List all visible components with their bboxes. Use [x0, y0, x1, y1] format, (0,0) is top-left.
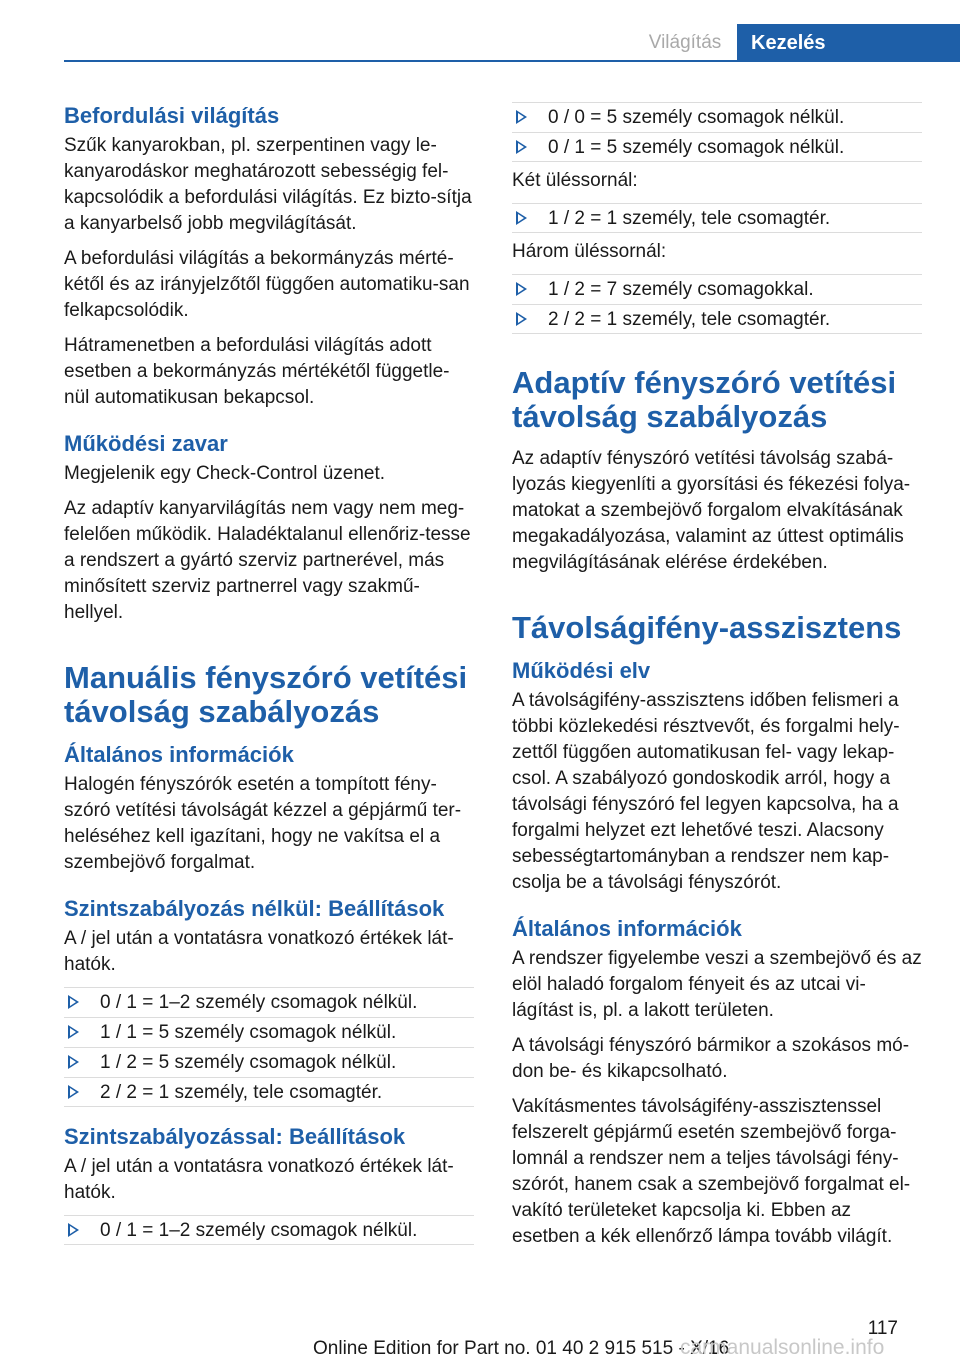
heading-adaptive-headlight-range: Adaptív fényszóró vetítési távolság szabályozás — [512, 365, 897, 434]
footer-edition: Online Edition for Part no. 01 40 2 915 515 - X/16 — [313, 1338, 730, 1359]
list-item: 0 / 1 = 1–2 személy csomagok nélkül. — [64, 1215, 474, 1245]
paragraph: Megjelenik egy Check-Control üzenet. — [64, 463, 386, 484]
settings-list-three-rows — [512, 274, 922, 334]
triangle-bullet-icon — [516, 140, 527, 154]
triangle-bullet-icon — [516, 211, 527, 225]
triangle-bullet-icon — [68, 1025, 79, 1039]
watermark: carmanualsonline.info — [680, 1336, 885, 1359]
list-item: 1 / 2 = 7 személy csomagokkal. — [512, 274, 922, 304]
heading-turn-light: Befordulási világítás — [64, 103, 280, 128]
triangle-bullet-icon — [68, 995, 79, 1009]
left-column — [64, 102, 474, 1251]
heading-operating-principle: Működési elv — [512, 658, 651, 683]
list-item: 1 / 2 = 5 személy csomagok nélkül. — [64, 1047, 474, 1077]
triangle-bullet-icon — [516, 110, 527, 124]
paragraph: A távolságifény-asszisztens időben felismeri a többi közlekedési résztvevőt, és forgalmi hely-zettől függően automatikusan fel- vagy lekap-csol. A szabályozó gondoskodik arról, hogy a távolsági fényszóró fel legyen kapcsolva, ha a forgalmi helyzet ezt lehetővé teszi. Alacsony sebességtartományban a rendszer nem kap-csolja be a távolsági fényszórót. — [512, 690, 900, 893]
right-column — [512, 102, 922, 1259]
paragraph: Az adaptív kanyarvilágítás nem vagy nem meg-felelően működik. Haladéktalanul ellenőriz-tesse a rendszert a gyártó szerviz partnerével, más minősített szerviz partnerrel vagy szakmű-hellyel. — [64, 498, 471, 623]
paragraph: Hátramenetben a befordulási világítás adott esetben a bekormányzás mértékétől függetle-nül automatikusan bekapcsol. — [64, 335, 450, 408]
triangle-bullet-icon — [516, 282, 527, 296]
paragraph: A távolsági fényszóró bármikor a szokásos mó-don be- és kikapcsolható. — [512, 1035, 910, 1082]
list-item: 2 / 2 = 1 személy, tele csomagtér. — [512, 304, 922, 334]
paragraph: Az adaptív fényszóró vetítési távolság szabá-lyozás kiegyenlíti a gyorsítási és fékezési folya-matokat a szembejövő forgalom elvakításának megakadályozása, valamint az úttest optimális megvilágításának elérése érdekében. — [512, 448, 911, 573]
paragraph: Vakításmentes távolságifény-asszisztenssel felszerelt gépjármű esetén szembejövő forga-lomnál a rendszer nem a teljes távolsági fény-szórót, hanem csak a szembejövő forgalmat el-vakító területeket kapcsolja ki. Ebben az esetben a kék ellenőrző lámpa tovább világít. — [512, 1096, 911, 1247]
triangle-bullet-icon — [68, 1055, 79, 1069]
paragraph: Halogén fényszórók esetén a tompított fény-szóró vetítési távolságát kézzel a gépjármű ter-heléséhez kell igazítani, hogy ne vakítsa el a szembejövő forgalmat. — [64, 774, 462, 873]
heading-malfunction: Működési zavar — [64, 431, 228, 456]
heading-high-beam-assistant: Távolságifény-asszisztens — [512, 610, 902, 645]
triangle-bullet-icon — [68, 1085, 79, 1099]
list-item: 0 / 0 = 5 személy csomagok nélkül. — [512, 102, 922, 132]
list-item: 1 / 1 = 5 személy csomagok nélkül. — [64, 1017, 474, 1047]
paragraph: A / jel után a vontatásra vonatkozó értékek lát-hatók. — [64, 928, 454, 975]
list-item: 1 / 2 = 1 személy, tele csomagtér. — [512, 203, 922, 233]
list-item: 2 / 2 = 1 személy, tele csomagtér. — [64, 1077, 474, 1107]
heading-without-leveling: Szintszabályozás nélkül: Beállítások — [64, 896, 445, 921]
paragraph: A befordulási világítás a bekormányzás mérté-kétől és az irányjelzőtől függően automatiku-san felkapcsolódik. — [64, 248, 470, 321]
paragraph: Szűk kanyarokban, pl. szerpentinen vagy le-kanyarodáskor meghatározott sebességig fel-kapcsolódik a befordulási világítás. Ez bizto-sítja a kanyarbelső jobb megvilágítását. — [64, 135, 472, 234]
header-chapter-tab: Kezelés — [737, 24, 960, 62]
list-item: 0 / 1 = 1–2 személy csomagok nélkül. — [64, 987, 474, 1017]
settings-list-with-leveling — [64, 1215, 474, 1245]
heading-general-info: Általános információk — [64, 742, 294, 767]
paragraph: A / jel után a vontatásra vonatkozó értékek lát-hatók. — [64, 1156, 454, 1203]
page-number: 117 — [867, 1318, 898, 1339]
paragraph: A rendszer figyelembe veszi a szembejövő és az elöl haladó forgalom fényeit és az utcai vi-lágítást is, pl. a lakott területen. — [512, 948, 922, 1021]
heading-with-leveling: Szintszabályozással: Beállítások — [64, 1124, 406, 1149]
settings-list-two-rows — [512, 203, 922, 233]
triangle-bullet-icon — [68, 1223, 79, 1237]
settings-list-continued — [512, 102, 922, 162]
settings-list-no-leveling — [64, 987, 474, 1107]
list-item: 0 / 1 = 5 személy csomagok nélkül. — [512, 132, 922, 162]
paragraph: Három üléssornál: — [512, 241, 667, 262]
paragraph: Két üléssornál: — [512, 170, 638, 191]
header-section-label: Világítás — [648, 32, 722, 53]
triangle-bullet-icon — [516, 312, 527, 326]
heading-general-info: Általános információk — [512, 916, 742, 941]
heading-manual-headlight-range: Manuális fényszóró vetítési távolság szabályozás — [64, 660, 468, 729]
